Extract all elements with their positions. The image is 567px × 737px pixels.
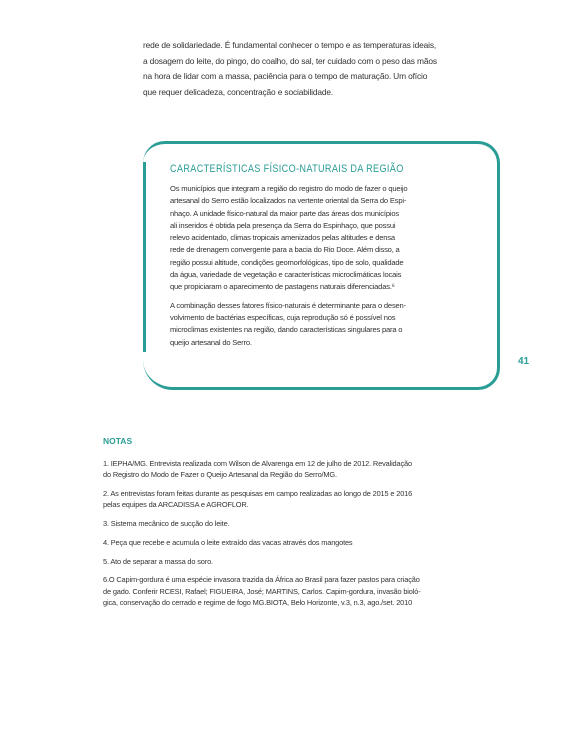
intro-line: rede de solidariedade. É fundamental conhecer o tempo e as temperaturas ideais, <box>143 40 437 50</box>
note-item <box>103 518 506 529</box>
info-box-body <box>170 183 472 355</box>
note-line: 5. Ato de separar a massa do soro. <box>103 556 213 566</box>
info-box-line: região possui altitude, condições geomorfológicas, tipo de solo, qualidade <box>170 257 404 267</box>
info-box-paragraph-1 <box>170 183 472 294</box>
notes-list <box>103 458 506 616</box>
intro-paragraph <box>143 38 505 100</box>
info-box-line: volvimento de bactérias específicas, cuja reprodução só é possível nos <box>170 312 396 322</box>
info-box-line: Os municípios que integram a região do registro do modo de fazer o queijo <box>170 184 408 193</box>
info-box-line: rede de drenagem convergente para a bacia do Rio Doce. Além disso, a <box>170 245 400 255</box>
info-box-paragraph-2 <box>170 300 472 349</box>
note-item <box>103 458 506 480</box>
info-box-line: nhaço. A unidade físico-natural da maior parte das áreas dos municípios <box>170 208 399 218</box>
info-box-line: da água, variedade de vegetação e características microclimáticas locais <box>170 270 402 280</box>
note-line: do Registro do Modo de Fazer o Queijo Artesanal da Região do Serro/MG. <box>103 470 337 480</box>
note-item <box>103 556 506 567</box>
intro-line: na hora de lidar com a massa, paciência para o tempo de maturação. Um ofício <box>143 71 428 82</box>
note-line: 6.O Capim-gordura é uma espécie invasora trazida da África ao Brasil para fazer pastos para criação <box>103 575 420 585</box>
note-line: 1. IEPHA/MG. Entrevista realizada com Wilson de Alvarenga em 12 de julho de 2012. Revalidação <box>103 459 412 468</box>
note-line: 4. Peça que recebe e acumula o leite extraído das vacas através dos mangotes <box>103 537 353 547</box>
note-item <box>103 537 506 548</box>
intro-line: que requer delicadeza, concentração e sociabilidade. <box>143 86 334 97</box>
note-line: gica, conservação do cerrado e regime de fogo MG.BIOTA, Belo Horizonte, v.3, n.3, ago./set. 2010 <box>103 597 413 607</box>
page-number: 41 <box>518 356 530 367</box>
note-line: 3. Sistema mecânico de sucção do leite. <box>103 519 230 528</box>
info-box-title: CARACTERÍSTICAS FÍSICO-NATURAIS DA REGIÃO <box>170 163 404 175</box>
info-box-line: relevo acidentado, climas tropicais amenizados pelas altitudes e densa <box>170 233 395 243</box>
note-item <box>103 488 506 510</box>
info-box-line: que propiciaram o aparecimento de pastagens naturais diferenciadas.⁶ <box>170 282 395 292</box>
info-box-line: queijo artesanal do Serro. <box>170 337 252 347</box>
note-line: 2. As entrevistas foram feitas durante as pesquisas em campo realizadas ao longo de 2015 e 2016 <box>103 489 413 498</box>
note-item <box>103 574 506 608</box>
note-line: de gado. Conferir RCESI, Rafael; FIGUEIRA, José; MARTINS, Carlos. Capim-gordura, invasão bioló- <box>103 586 421 596</box>
intro-line: a dosagem do leite, do pingo, do coalho, do sal, ter cuidado com o peso das mãos <box>143 55 437 66</box>
info-box-line: A combinação desses fatores físico-naturais é determinante para o desen- <box>170 300 406 310</box>
note-line: pelas equipes da ARCADISSA e AGROFLOR. <box>103 500 249 510</box>
info-box-line: artesanal do Serro estão localizados na vertente oriental da Serra do Espi- <box>170 196 407 206</box>
notes-heading: NOTAS <box>103 436 133 446</box>
info-box-line: microclimas existentes na região, dando características singulares para o <box>170 325 403 335</box>
info-box-line: ali inseridos é obtida pela presença da Serra do Espinhaço, que possui <box>170 220 396 230</box>
